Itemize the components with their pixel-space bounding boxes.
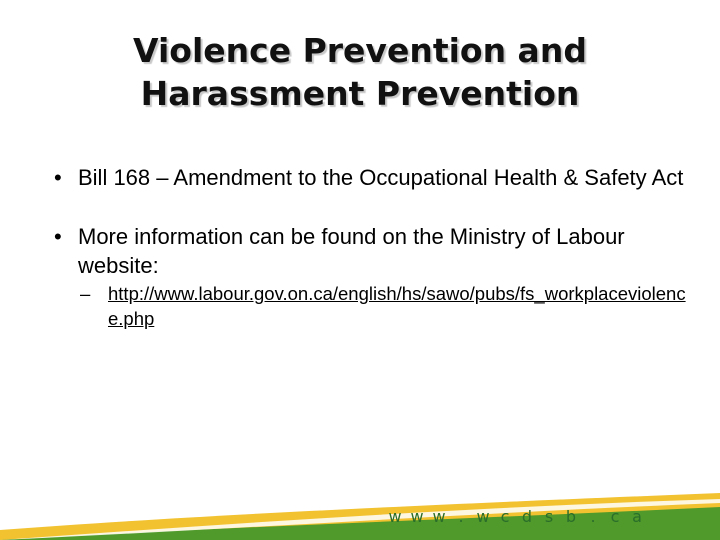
bullet-marker: • xyxy=(54,165,62,190)
title-line-2: Harassment Prevention xyxy=(140,73,580,113)
footer-url-char: w xyxy=(410,507,424,526)
footer-url-char: b xyxy=(565,507,577,526)
bullet-text: Bill 168 – Amendment to the Occupational Health & Safety Act xyxy=(78,165,684,190)
footer-url-char: w xyxy=(432,507,446,526)
footer-url-char: w xyxy=(476,507,490,526)
bullet-bill-168 xyxy=(48,163,688,192)
slide-title xyxy=(60,30,660,116)
footer-url-char: . xyxy=(458,507,464,526)
slide-body xyxy=(48,163,688,332)
footer-url-char: a xyxy=(632,507,642,526)
bullet-marker: • xyxy=(54,224,62,250)
bullet-text: More information can be found on the Ministry of Labour website: xyxy=(78,224,625,279)
footer-url-char: c xyxy=(610,507,620,526)
footer-url-char: c xyxy=(500,507,510,526)
footer-url-char: s xyxy=(544,507,554,526)
bullet-more-info xyxy=(48,222,688,280)
sub-bullet-link xyxy=(48,282,688,332)
title-line-1: Violence Prevention and xyxy=(133,31,587,70)
ministry-of-labour-link[interactable]: http://www.labour.gov.on.ca/english/hs/sawo/pubs/fs_workplaceviolence.php xyxy=(108,283,686,330)
footer-website-url xyxy=(384,507,648,526)
footer-url-char: w xyxy=(388,507,402,526)
footer-url-char: . xyxy=(590,507,596,526)
sub-bullet-marker: – xyxy=(80,283,91,305)
footer-url-char: d xyxy=(521,507,533,526)
